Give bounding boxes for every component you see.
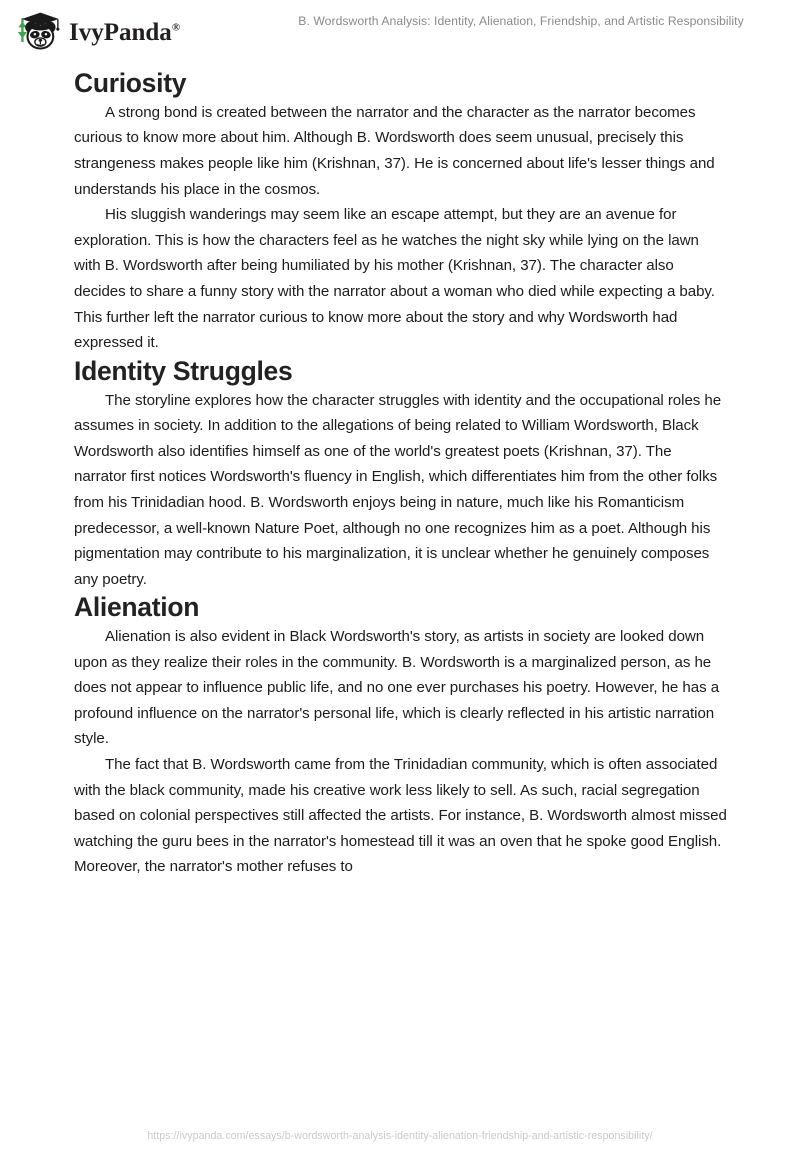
section-heading-alienation: Alienation <box>74 592 200 623</box>
paragraph: A strong bond is created between the narrator and the character as the narrator becomes curious to know more about him. Although B. Wordsworth does seem unusual, precisely this strangeness makes people like him (Krishnan, 37). He is concerned about life's lesser things and understands his place in the cosmos. <box>74 103 715 198</box>
brand-logo[interactable] <box>16 8 180 54</box>
paragraph: His sluggish wanderings may seem like an escape attempt, but they are an avenue for exploration. This is how the characters feel as he watches the night sky while lying on the lawn with B. Wordsworth after being humiliated by his mother (Krishnan, 37). The character also decides to share a funny story with the narrator about a woman who died while expecting a baby. This further left the narrator curious to know more about the story and why Wordsworth had expressed it. <box>74 206 715 352</box>
page-footer <box>0 1120 800 1160</box>
page-header <box>0 0 800 62</box>
document-body <box>74 68 728 880</box>
section-heading-identity-struggles: Identity Struggles <box>74 355 293 386</box>
paragraph: Alienation is also evident in Black Wordsworth's story, as artists in society are looked down upon as they realize their roles in the community. B. Wordsworth is a marginalized person, as he does not appear to influence public life, and no one ever purchases his poetry. However, he has a profound influence on the narrator's personal life, which is clearly reflected in his artistic narration style. <box>74 628 720 748</box>
source-url[interactable]: https://ivypanda.com/essays/b-wordsworth-analysis-identity-alienation-friendship-and-artistic-responsibility/ <box>147 1130 653 1142</box>
brand-name-text: IvyPanda <box>69 18 172 46</box>
document-running-title: B. Wordsworth Analysis: Identity, Alienation, Friendship, and Artistic Responsibility <box>298 14 744 28</box>
section-heading-curiosity: Curiosity <box>74 68 187 98</box>
brand-wordmark <box>69 20 180 45</box>
paragraph: The fact that B. Wordsworth came from the Trinidadian community, which is often associated with the black community, made his creative work less likely to sell. As such, racial segregation based on colonial perspectives still affected the artists. For instance, B. Wordsworth almost missed watching the guru bees in the narrator's homestead till it was an oven that he spoke good English. Moreover, the narrator's mother refuses to <box>74 756 727 876</box>
paragraph: The storyline explores how the character struggles with identity and the occupational roles he assumes in society. In addition to the allegations of being related to William Wordsworth, Black Wordsworth also identifies himself as one of the world's greatest poets (Krishnan, 37). The narrator first notices Wordsworth's fluency in English, which differentiates him from the other folks from his Trinidadian hood. B. Wordsworth enjoys being in nature, much like his Romanticism predecessor, a well-known Nature Poet, although no one recognizes him as a poet. Although his pigmentation may contribute to his marginalization, it is unclear whether he genuinely composes any poetry. <box>74 391 722 588</box>
registered-mark: ® <box>171 21 181 34</box>
panda-graduate-logo-icon <box>16 8 62 54</box>
